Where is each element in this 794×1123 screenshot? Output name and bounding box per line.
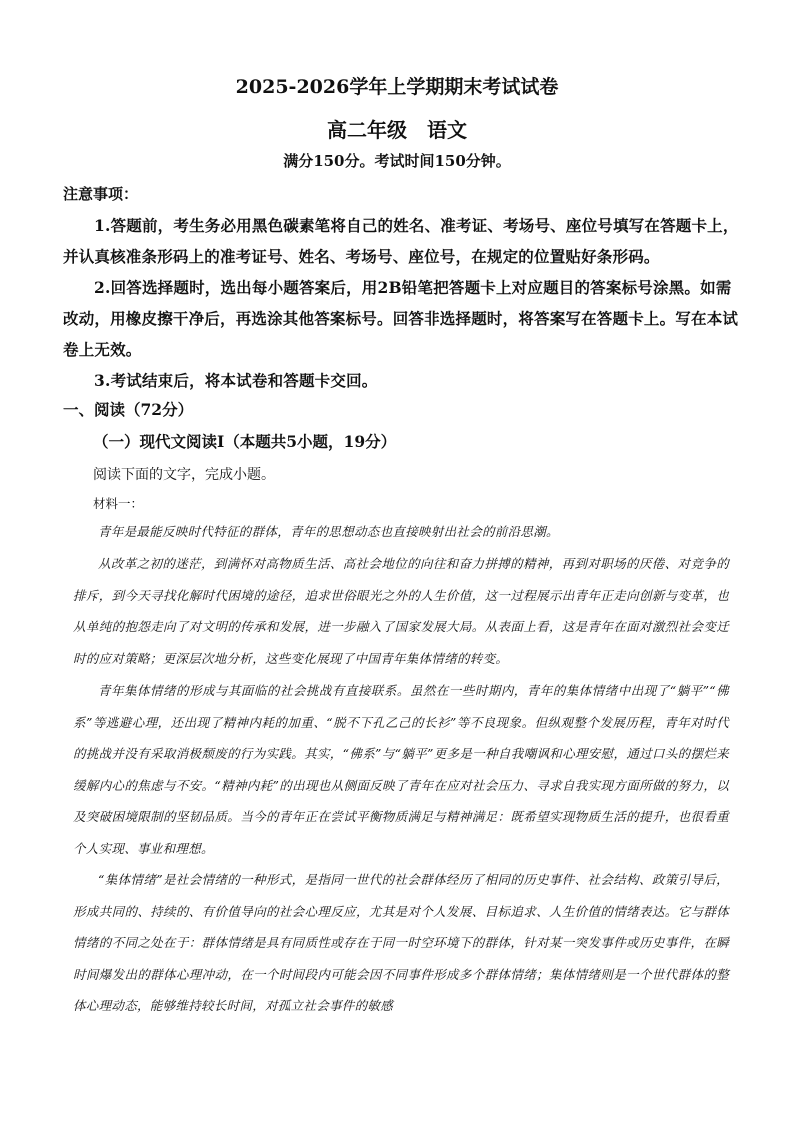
notice-item: 2.回答选择题时，选出每小题答案后，用2B铅笔把答题卡上对应题目的答案标号涂黑。如需改动，用橡皮擦干净后，再选涂其他答案标号。回答非选择题时，将答案写在答题卡上。写在本试卷上无效。 [63,278,739,359]
exam-meta: 满分150分。考试时间150分钟。 [283,152,511,170]
exam-subtitle: 高二年级 语文 [327,118,467,142]
section-heading: 一、阅读（72分） [63,400,194,419]
material-label: 材料一： [93,496,144,511]
passage-paragraph: 从改革之初的迷茫，到满怀对高物质生活、高社会地位的向往和奋力拼搏的精神，再到对职场的厌倦、对竞争的排斥，到今天寻找化解时代困境的途径，追求世俗眼光之外的人生价值，这一过程展示出青年正走向创新与变革，也从单纯的抱怨走向了对文明的传承和发展，进一步融入了国家发展大局。从表面上看，这是青年在面对激烈社会变迁时的应对策略；更深层次地分析，这些变化展现了中国青年集体情绪的转变。 [73,556,729,666]
notice-item: 1.答题前，考生务必用黑色碳素笔将自己的姓名、准考证、考场号、座位号填写在答题卡上，并认真核准条形码上的准考证号、姓名、考场号、座位号，在规定的位置贴好条形码。 [63,216,739,266]
passage-paragraph: 青年是最能反映时代特征的群体，青年的思想动态也直接映射出社会的前沿思潮。 [98,524,559,539]
notice-item: 3.考试结束后，将本试卷和答题卡交回。 [94,371,378,390]
reading-instruction: 阅读下面的文字，完成小题。 [93,467,275,483]
notice-heading: 注意事项： [63,185,139,203]
subsection-heading: （一）现代文阅读Ⅰ（本题共5小题，19分） [93,432,397,451]
passage-paragraph: “集体情绪”是社会情绪的一种形式，是指同一世代的社会群体经历了相同的历史事件、社会结构、政策引导后，形成共同的、持续的、有价值导向的社会心理反应，尤其是对个人发展、目标追求、人生价值的情绪表达。它与群体情绪的不同之处在于：群体情绪是具有同质性或存在于同一时空环境下的群体，针对某一突发事件或历史事件，在瞬时间爆发出的群体心理冲动，在一个时间段内可能会因不同事件形成多个群体情绪；集体情绪则是一个世代群体的整体心理动态，能够维持较长时间，对孤立社会事件的敏感 [73,872,729,1013]
exam-title: 2025-2026学年上学期期末考试试卷 [235,76,559,98]
passage-paragraph: 青年集体情绪的形成与其面临的社会挑战有直接联系。虽然在一些时期内，青年的集体情绪中出现了“躺平”“佛系”等逃避心理，还出现了精神内耗的加重、“脱不下孔乙己的长衫”等不良现象。但纵观整个发展历程，青年对时代的挑战并没有采取消极颓废的行为实践。其实，“佛系”与“躺平”更多是一种自我嘲讽和心理安慰，通过口头的摆烂来缓解内心的焦虑与不安。“精神内耗”的出现也从侧面反映了青年在应对社会压力、寻求自我实现方面所做的努力，以及突破困境限制的坚韧品质。当今的青年正在尝试平衡物质满足与精神满足：既希望实现物质生活的提升，也很看重个人实现、事业和理想。 [73,683,729,856]
